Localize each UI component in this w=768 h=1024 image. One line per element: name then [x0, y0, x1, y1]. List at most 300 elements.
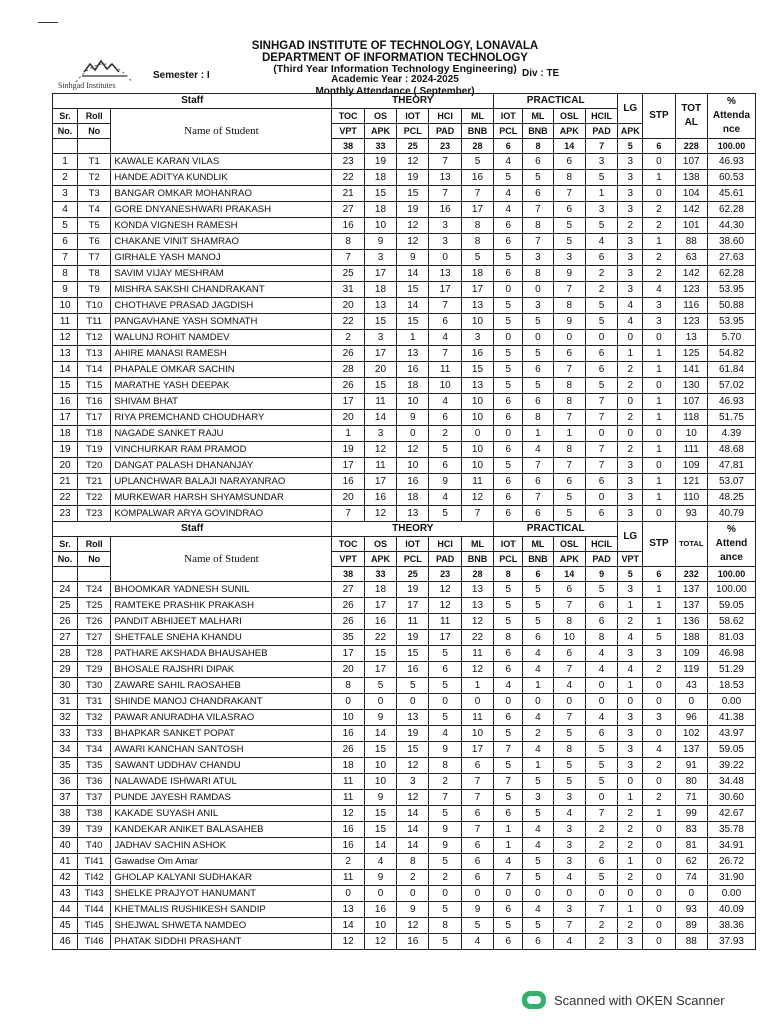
stp-cell: 0 — [643, 774, 675, 790]
student-row — [53, 234, 756, 250]
percentage-cell: 44.30 — [707, 218, 755, 234]
ml-pr-cell: 7 — [523, 458, 553, 474]
iot-cell: 13 — [397, 710, 429, 726]
lg-cell: 3 — [618, 474, 643, 490]
stp-cell: 1 — [643, 474, 675, 490]
sr-header: Sr. — [53, 109, 78, 124]
max-blank — [78, 139, 111, 154]
percentage-cell: 5.70 — [707, 330, 755, 346]
os-cell: 5 — [364, 678, 396, 694]
hcil-cell: 5 — [585, 298, 617, 314]
hci-cell: 13 — [429, 266, 461, 282]
student-row — [53, 362, 756, 378]
os-cell: 16 — [364, 614, 396, 630]
max-value: 28 — [461, 567, 493, 582]
ml-cell: 5 — [461, 250, 493, 266]
ml-pr-cell: 6 — [523, 934, 553, 950]
lg-cell: 0 — [618, 330, 643, 346]
total-cell: 111 — [675, 442, 707, 458]
total-cell: 142 — [675, 202, 707, 218]
total-cell: 0 — [675, 886, 707, 902]
max-value: 25 — [397, 567, 429, 582]
student-name-cell: UPLANCHWAR BALAJI NARAYANRAO — [111, 474, 332, 490]
percentage-cell: 35.78 — [707, 822, 755, 838]
ml-pr-cell: 5 — [523, 582, 553, 598]
student-row — [53, 918, 756, 934]
lg-cell: 1 — [618, 854, 643, 870]
total-cell: 93 — [675, 506, 707, 522]
iot-pr-cell: 5 — [494, 170, 523, 186]
subject-code: ML — [461, 537, 493, 552]
hci-cell: 4 — [429, 394, 461, 410]
os-cell: 15 — [364, 186, 396, 202]
ml-cell: 17 — [461, 282, 493, 298]
percentage-cell: 48.25 — [707, 490, 755, 506]
ml-pr-cell: 6 — [523, 474, 553, 490]
hci-cell: 9 — [429, 474, 461, 490]
hcil-cell: 2 — [585, 918, 617, 934]
osl-cell: 8 — [553, 614, 585, 630]
student-name-cell: PANDIT ABHIJEET MALHARI — [111, 614, 332, 630]
os-cell: 18 — [364, 170, 396, 186]
stp-cell: 4 — [643, 742, 675, 758]
staff-code: APK — [364, 552, 396, 567]
student-name-cell: PANGAVHANE YASH SOMNATH — [111, 314, 332, 330]
hcil-cell: 6 — [585, 346, 617, 362]
staff-code: APK — [553, 124, 585, 139]
hcil-cell: 0 — [585, 886, 617, 902]
student-row — [53, 854, 756, 870]
student-row — [53, 410, 756, 426]
iot-cell: 19 — [397, 726, 429, 742]
total-cell: 43 — [675, 678, 707, 694]
total-cell: 80 — [675, 774, 707, 790]
hcil-cell: 6 — [585, 614, 617, 630]
ml-pr-cell: 5 — [523, 918, 553, 934]
max-blank — [78, 567, 111, 582]
total-cell: 102 — [675, 726, 707, 742]
roll-no-cell: T22 — [78, 490, 111, 506]
roll-no-cell: T10 — [78, 298, 111, 314]
subject-code: TOC — [332, 537, 364, 552]
os-cell: 10 — [364, 918, 396, 934]
sr-no-cell: 24 — [53, 582, 78, 598]
stp-cell: 0 — [643, 822, 675, 838]
student-row — [53, 838, 756, 854]
student-name-cell: PAWAR ANURADHA VILASRAO — [111, 710, 332, 726]
iot-pr-cell: 7 — [494, 870, 523, 886]
student-row — [53, 694, 756, 710]
os-cell: 18 — [364, 202, 396, 218]
total-header-bottom: AL — [684, 117, 698, 128]
ml-pr-cell: 5 — [523, 806, 553, 822]
hci-cell: 5 — [429, 646, 461, 662]
osl-cell: 6 — [553, 646, 585, 662]
staff-code: PAD — [585, 552, 617, 567]
sr-no-cell: 20 — [53, 458, 78, 474]
total-cell: 104 — [675, 186, 707, 202]
toc-cell: 0 — [332, 694, 364, 710]
osl-cell: 3 — [553, 822, 585, 838]
student-name-cell: PUNDE JAYESH RAMDAS — [111, 790, 332, 806]
percentage-cell: 45.61 — [707, 186, 755, 202]
student-name-cell: KONDA VIGNESH RAMESH — [111, 218, 332, 234]
iot-pr-cell: 0 — [494, 886, 523, 902]
total-cell: 62 — [675, 854, 707, 870]
ml-pr-cell: 6 — [523, 394, 553, 410]
percentage-cell: 46.98 — [707, 646, 755, 662]
ml-cell: 6 — [461, 838, 493, 854]
stp-cell: 3 — [643, 710, 675, 726]
iot-pr-cell: 6 — [494, 410, 523, 426]
lg-cell: 1 — [618, 902, 643, 918]
os-cell: 3 — [364, 426, 396, 442]
ml-cell: 8 — [461, 218, 493, 234]
total-cell: 107 — [675, 394, 707, 410]
os-cell: 3 — [364, 250, 396, 266]
stp-cell: 3 — [643, 298, 675, 314]
total-cell: 99 — [675, 806, 707, 822]
theory-header-2: THEORY — [332, 522, 494, 537]
percentage-cell: 48.68 — [707, 442, 755, 458]
stp-cell: 0 — [643, 506, 675, 522]
logo-caption: Sinhgad Institutes — [58, 81, 116, 90]
header2-row-1 — [53, 522, 756, 537]
stp-cell: 1 — [643, 394, 675, 410]
osl-cell: 5 — [553, 218, 585, 234]
lg-cell: 3 — [618, 154, 643, 170]
toc-cell: 20 — [332, 410, 364, 426]
iot-pr-cell: 6 — [494, 646, 523, 662]
student-row — [53, 202, 756, 218]
percentage-cell: 59.05 — [707, 598, 755, 614]
osl-cell: 9 — [553, 314, 585, 330]
ml-cell: 12 — [461, 662, 493, 678]
max-value: 25 — [397, 139, 429, 154]
percentage-cell: 46.93 — [707, 154, 755, 170]
student-row — [53, 378, 756, 394]
hcil-cell: 5 — [585, 378, 617, 394]
subject-code: HCI — [429, 537, 461, 552]
toc-cell: 27 — [332, 582, 364, 598]
percentage-cell: 57.02 — [707, 378, 755, 394]
toc-cell: 25 — [332, 266, 364, 282]
iot-cell: 15 — [397, 186, 429, 202]
student-name-header: Name of Student — [111, 109, 332, 154]
scanner-watermark — [522, 991, 725, 1009]
toc-cell: 16 — [332, 474, 364, 490]
student-row — [53, 282, 756, 298]
stp-cell: 0 — [643, 918, 675, 934]
roll-no-cell: T39 — [78, 822, 111, 838]
sr-no-cell: 4 — [53, 202, 78, 218]
lg-header-2: LG — [618, 522, 643, 552]
iot-pr-cell: 5 — [494, 582, 523, 598]
roll-no-cell: TI44 — [78, 902, 111, 918]
stp-cell: 2 — [643, 266, 675, 282]
os-cell: 12 — [364, 442, 396, 458]
student-name-cell: BHAPKAR SANKET POPAT — [111, 726, 332, 742]
iot-cell: 16 — [397, 474, 429, 490]
roll-no-cell: T13 — [78, 346, 111, 362]
max-value: 228 — [675, 139, 707, 154]
os-cell: 13 — [364, 298, 396, 314]
stp-cell: 0 — [643, 678, 675, 694]
max-value: 5 — [618, 567, 643, 582]
iot-pr-cell: 0 — [494, 426, 523, 442]
hci-cell: 5 — [429, 934, 461, 950]
total-cell: 116 — [675, 298, 707, 314]
stp-header-2: STP — [643, 522, 675, 567]
ml-pr-cell: 5 — [523, 854, 553, 870]
hcil-cell: 7 — [585, 458, 617, 474]
ml-cell: 6 — [461, 806, 493, 822]
toc-cell: 20 — [332, 490, 364, 506]
hcil-cell: 0 — [585, 790, 617, 806]
student-name-cell: KHETMALIS RUSHIKESH SANDIP — [111, 902, 332, 918]
max-value: 6 — [643, 139, 675, 154]
stp-cell: 1 — [643, 442, 675, 458]
osl-cell: 10 — [553, 630, 585, 646]
os-cell: 10 — [364, 774, 396, 790]
total-cell: 88 — [675, 234, 707, 250]
stp-cell: 1 — [643, 170, 675, 186]
hcil-cell: 5 — [585, 758, 617, 774]
stp-cell: 0 — [643, 726, 675, 742]
hcil-cell: 5 — [585, 170, 617, 186]
iot-cell: 12 — [397, 790, 429, 806]
osl-cell: 5 — [553, 758, 585, 774]
percentage-cell: 47.81 — [707, 458, 755, 474]
iot-cell: 15 — [397, 282, 429, 298]
os-cell: 11 — [364, 394, 396, 410]
percentage-cell: 54.82 — [707, 346, 755, 362]
sr-no-cell: 26 — [53, 614, 78, 630]
max-value: 100.00 — [707, 139, 755, 154]
hci-cell: 5 — [429, 678, 461, 694]
toc-cell: 17 — [332, 646, 364, 662]
toc-cell: 17 — [332, 394, 364, 410]
student-row — [53, 742, 756, 758]
percentage-cell: 51.29 — [707, 662, 755, 678]
percent-header-2 — [707, 522, 755, 567]
osl-cell: 3 — [553, 854, 585, 870]
lg-cell: 1 — [618, 790, 643, 806]
ml-cell: 11 — [461, 710, 493, 726]
student-row — [53, 662, 756, 678]
total-cell: 137 — [675, 598, 707, 614]
osl-cell: 6 — [553, 582, 585, 598]
sr-no-cell: 32 — [53, 710, 78, 726]
ml-cell: 7 — [461, 822, 493, 838]
iot-pr-cell: 7 — [494, 742, 523, 758]
hci-cell: 4 — [429, 490, 461, 506]
scanner-text: Scanned with OKEN Scanner — [554, 992, 725, 1008]
toc-cell: 2 — [332, 330, 364, 346]
hcil-cell: 0 — [585, 426, 617, 442]
attendance-table — [52, 93, 756, 950]
iot-pr-cell: 4 — [494, 678, 523, 694]
lg-cell: 3 — [618, 266, 643, 282]
ml-cell: 4 — [461, 934, 493, 950]
iot-cell: 9 — [397, 250, 429, 266]
roll-no-cell: T33 — [78, 726, 111, 742]
student-rows-block-1 — [53, 154, 756, 522]
header-row-1 — [53, 94, 756, 109]
percentage-cell: 81.03 — [707, 630, 755, 646]
hcil-cell: 0 — [585, 330, 617, 346]
iot-cell: 0 — [397, 426, 429, 442]
sr-no-cell: 13 — [53, 346, 78, 362]
osl-cell: 9 — [553, 266, 585, 282]
toc-cell: 2 — [332, 854, 364, 870]
iot-pr-cell: 6 — [494, 442, 523, 458]
max-value: 6 — [523, 567, 553, 582]
ml-pr-cell: 1 — [523, 758, 553, 774]
iot-pr-cell: 5 — [494, 726, 523, 742]
stp-cell: 1 — [643, 614, 675, 630]
student-row — [53, 886, 756, 902]
lg-cell: 2 — [618, 614, 643, 630]
total-cell: 119 — [675, 662, 707, 678]
sr-header-line2: No. — [53, 124, 78, 139]
ml-pr-cell: 6 — [523, 630, 553, 646]
ml-cell: 18 — [461, 266, 493, 282]
hcil-cell: 0 — [585, 694, 617, 710]
max-value: 14 — [553, 139, 585, 154]
stp-header: STP — [643, 94, 675, 139]
percentage-cell: 42.67 — [707, 806, 755, 822]
roll-no-cell: T5 — [78, 218, 111, 234]
percentage-cell: 53.95 — [707, 314, 755, 330]
hcil-cell: 1 — [585, 186, 617, 202]
lg-cell: 3 — [618, 282, 643, 298]
iot-cell: 19 — [397, 630, 429, 646]
osl-cell: 7 — [553, 362, 585, 378]
max-blank — [53, 139, 78, 154]
staff-code: VPT — [332, 124, 364, 139]
osl-cell: 4 — [553, 678, 585, 694]
student-row — [53, 614, 756, 630]
ml-cell: 7 — [461, 186, 493, 202]
ml-pr-cell: 4 — [523, 902, 553, 918]
stp-cell: 0 — [643, 378, 675, 394]
iot-cell: 14 — [397, 806, 429, 822]
osl-cell: 4 — [553, 870, 585, 886]
program-name: (Third Year Information Technology Engineering) — [273, 63, 517, 75]
student-name-cell: SHETFALE SNEHA KHANDU — [111, 630, 332, 646]
max-value: 8 — [523, 139, 553, 154]
stp-cell: 0 — [643, 902, 675, 918]
student-rows-block-2 — [53, 582, 756, 950]
sr-no-cell: 37 — [53, 790, 78, 806]
os-cell: 18 — [364, 282, 396, 298]
hci-cell: 11 — [429, 614, 461, 630]
sr-no-cell: 2 — [53, 170, 78, 186]
toc-cell: 11 — [332, 790, 364, 806]
sr-no-cell: 35 — [53, 758, 78, 774]
ml-pr-cell: 8 — [523, 266, 553, 282]
student-name-cell: MISHRA SAKSHI CHANDRAKANT — [111, 282, 332, 298]
scanner-logo-icon — [522, 991, 546, 1009]
roll-no-cell: T36 — [78, 774, 111, 790]
iot-cell: 17 — [397, 598, 429, 614]
percentage-cell: 34.91 — [707, 838, 755, 854]
osl-cell: 6 — [553, 346, 585, 362]
roll-no-cell: T9 — [78, 282, 111, 298]
staff-code: VPT — [618, 552, 643, 567]
ml-cell: 6 — [461, 870, 493, 886]
os-cell: 9 — [364, 790, 396, 806]
sr-no-cell: 30 — [53, 678, 78, 694]
percent-header-line1: Attenda — [712, 110, 751, 121]
sr-no-cell: 21 — [53, 474, 78, 490]
os-cell: 4 — [364, 854, 396, 870]
sr-no-cell: 5 — [53, 218, 78, 234]
hci-cell: 7 — [429, 186, 461, 202]
os-cell: 19 — [364, 154, 396, 170]
os-cell: 15 — [364, 822, 396, 838]
sr-header-2-line2: No. — [53, 552, 78, 567]
lg-cell: 2 — [618, 442, 643, 458]
staff-code: BNB — [523, 552, 553, 567]
toc-cell: 22 — [332, 314, 364, 330]
hci-cell: 5 — [429, 506, 461, 522]
ml-cell: 17 — [461, 202, 493, 218]
percentage-cell: 26.72 — [707, 854, 755, 870]
max-value: 232 — [675, 567, 707, 582]
osl-cell: 8 — [553, 394, 585, 410]
student-name-cell: RAMTEKE PRASHIK PRAKASH — [111, 598, 332, 614]
ml-cell: 10 — [461, 458, 493, 474]
stp-cell: 0 — [643, 838, 675, 854]
stp-cell: 1 — [643, 410, 675, 426]
ml-cell: 10 — [461, 442, 493, 458]
toc-cell: 0 — [332, 886, 364, 902]
max-value: 33 — [364, 567, 396, 582]
ml-cell: 7 — [461, 774, 493, 790]
os-cell: 17 — [364, 662, 396, 678]
hci-cell: 0 — [429, 694, 461, 710]
sr-no-cell: 19 — [53, 442, 78, 458]
hcil-cell: 6 — [585, 474, 617, 490]
student-name-cell: SAVIM VIJAY MESHRAM — [111, 266, 332, 282]
os-cell: 15 — [364, 378, 396, 394]
subject-code: HCIL — [585, 537, 617, 552]
hci-cell: 7 — [429, 346, 461, 362]
top-dash-mark — [38, 22, 58, 23]
stp-cell: 2 — [643, 790, 675, 806]
roll-no-cell: TI42 — [78, 870, 111, 886]
iot-pr-cell: 4 — [494, 186, 523, 202]
ml-pr-cell: 5 — [523, 346, 553, 362]
stp-cell: 2 — [643, 202, 675, 218]
os-cell: 14 — [364, 410, 396, 426]
hci-cell: 2 — [429, 870, 461, 886]
hci-cell: 4 — [429, 330, 461, 346]
total-header-top: TOT — [681, 103, 702, 114]
academic-year: Academic Year : 2024-2025 — [331, 74, 459, 85]
iot-pr-cell: 6 — [494, 234, 523, 250]
roll-no-cell: T25 — [78, 598, 111, 614]
student-row — [53, 298, 756, 314]
roll-no-cell: TI41 — [78, 854, 111, 870]
percentage-cell: 40.79 — [707, 506, 755, 522]
percent-header-symbol: % — [727, 96, 736, 107]
sr-no-cell: 46 — [53, 934, 78, 950]
student-name-cell: GIRHALE YASH MANOJ — [111, 250, 332, 266]
toc-cell: 17 — [332, 458, 364, 474]
